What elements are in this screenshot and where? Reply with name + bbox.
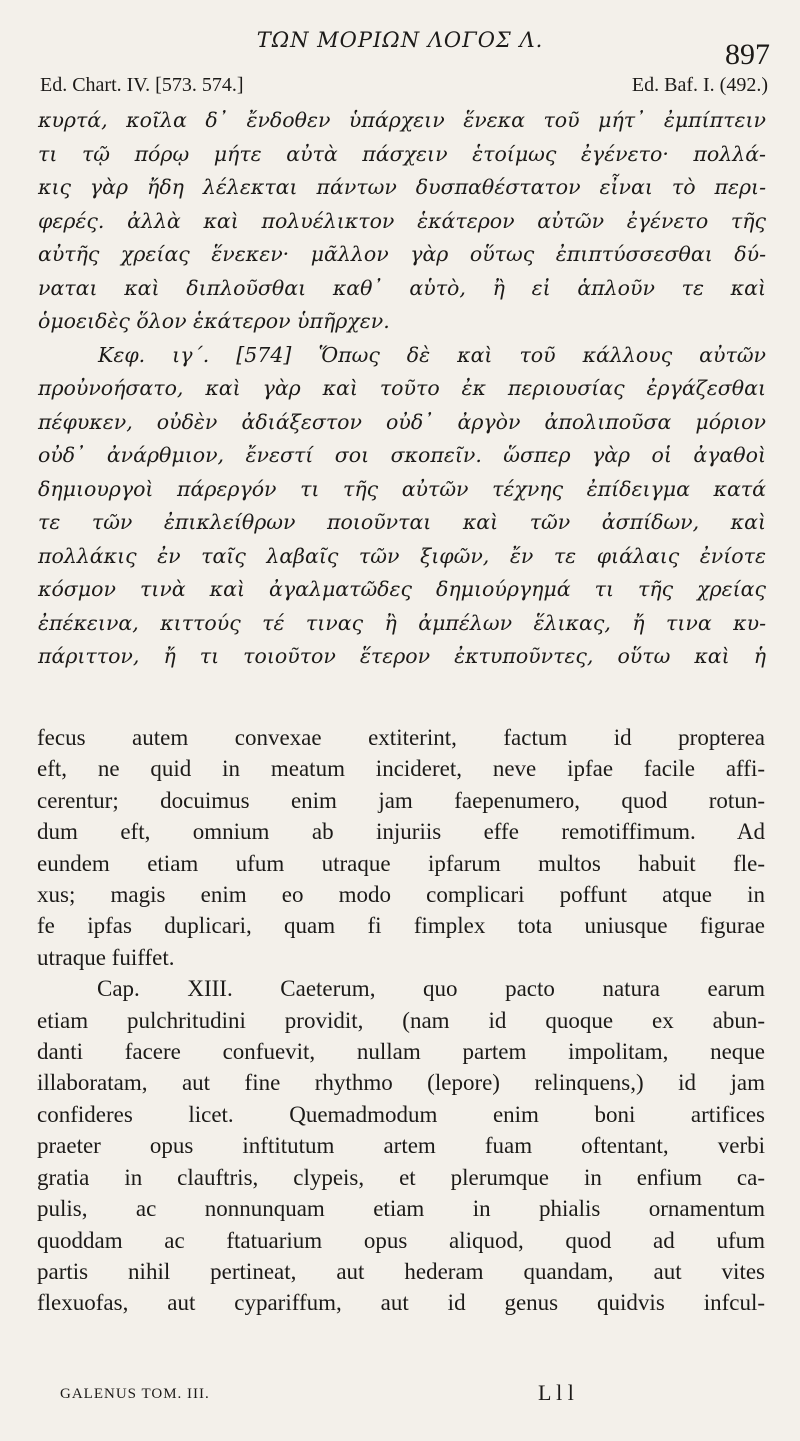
greek-line: φερές. ἀλλὰ καὶ πολυέλικτον ἑκάτερον αὐτῶν ἐγένετο τῆς xyxy=(38,208,766,233)
latin-line: etiam pulchritudini providit, (nam id quoque ex abun- xyxy=(37,1007,765,1033)
latin-line: partis nihil pertineat, aut hederam quandam, aut vites xyxy=(37,1258,765,1284)
latin-line: cerentur; docuimus enim jam faepenumero, quod rotun- xyxy=(37,787,765,813)
latin-line: praeter opus inftitutum artem fuam oftentant, verbi xyxy=(37,1133,765,1159)
latin-line: confideres licet. Quemadmodum enim boni artifices xyxy=(37,1101,765,1127)
greek-line: κόσμον τινὰ καὶ ἀγαλματῶδες δημιούργημά τι τῆς χρείας xyxy=(38,577,766,601)
greek-chapter-heading-line: Κεφ. ιγ΄. [574] Ὅπως δὲ καὶ τοῦ κάλλους αὐτῶν xyxy=(98,342,766,367)
running-head: ΤΩΝ ΜΟΡΙΩΝ ΛΟΓΟΣ Λ. xyxy=(256,28,544,52)
edition-basel-reference: Ed. Baf. I. (492.) xyxy=(631,74,768,96)
latin-line: illaboratam, aut fine rhythmo (lepore) relinquens,) id jam xyxy=(37,1070,765,1096)
latin-line: gratia in clauftris, clypeis, et plerumque in enfium ca- xyxy=(37,1164,765,1190)
greek-line: ὁμοειδὲς ὅλον ἑκάτερον ὑπῆρχεν. xyxy=(38,309,390,333)
greek-line: ναται καὶ διπλοῦσθαι καθ᾽ αὑτὸ, ἢ εἰ ἁπλοῦν τε καὶ xyxy=(38,275,766,300)
greek-line: τε τῶν ἐπικλείθρων ποιοῦνται καὶ τῶν ἀσπίδων, καὶ xyxy=(38,510,766,534)
greek-line: πάριττον, ἤ τι τοιοῦτον ἕτερον ἐκτυποῦντες, οὕτω καὶ ἡ xyxy=(38,644,766,668)
greek-line: δημιουργοὶ πάρεργόν τι τῆς αὐτῶν τέχνης ἐπίδειγμα κατά xyxy=(38,476,766,501)
latin-text-block xyxy=(37,722,765,1319)
greek-line: κυρτά, κοῖλα δ᾽ ἔνδοθεν ὑπάρχειν ἕνεκα τοῦ μήτ᾽ ἐμπίπτειν xyxy=(38,108,766,132)
greek-line: κις γὰρ ἤδη λέλεκται πάντων δυσπαθέστατον εἶναι τὸ περι- xyxy=(38,175,766,199)
latin-line: eundem etiam ufum utraque ipfarum multos habuit fle- xyxy=(37,850,765,876)
latin-line: pulis, ac nonnunquam etiam in phialis ornamentum xyxy=(37,1196,765,1222)
greek-line: αὐτῆς χρείας ἕνεκεν· μᾶλλον γὰρ οὕτως ἐπιπτύσσεσθαι δύ- xyxy=(38,242,766,266)
edition-chart-reference: Ed. Chart. IV. [573. 574.] xyxy=(40,74,244,96)
page-number: 897 xyxy=(725,38,770,71)
latin-line: dum eft, omnium ab injuriis effe remotiffimum. Ad xyxy=(37,819,765,845)
latin-chapter-heading-line: Cap. XIII. Caeterum, quo pacto natura earum xyxy=(97,976,765,1002)
latin-line: fe ipfas duplicari, quam fi fimplex tota uniusque figurae xyxy=(37,913,765,939)
latin-line: utraque fuiffet. xyxy=(37,944,175,970)
latin-line: fecus autem convexae extiterint, factum id propterea xyxy=(37,725,765,750)
greek-line: πολλάκις ἐν ταῖς λαβαῖς τῶν ξιφῶν, ἔν τε φιάλαις ἐνίοτε xyxy=(38,543,766,568)
printer-signature: GALENUS TOM. III. xyxy=(60,1386,210,1402)
latin-line: flexuofas, aut cypariffum, aut id genus quidvis infcul- xyxy=(37,1290,765,1316)
latin-line: quoddam ac ftatuarium opus aliquod, quod ad ufum xyxy=(37,1227,765,1253)
latin-line: eft, ne quid in meatum incideret, neve ipfae facile affi- xyxy=(37,756,765,782)
gathering-mark: L l l xyxy=(538,1380,574,1405)
greek-line: οὐδ᾽ ἀνάρθμιον, ἔνεστί σοι σκοπεῖν. ὥσπερ γὰρ οἱ ἀγαθοὶ xyxy=(38,443,766,467)
greek-text-block xyxy=(38,104,766,674)
greek-line: ἐπέκεινα, κιττούς τέ τινας ἢ ἀμπέλων ἕλικας, ἤ τινα κυ- xyxy=(38,610,766,635)
greek-line: προὐνοήσατο, καὶ γὰρ καὶ τοῦτο ἐκ περιουσίας ἐργάζεσθαι xyxy=(38,376,766,400)
greek-line: τι τῷ πόρῳ μήτε αὐτὰ πάσχειν ἑτοίμως ἐγένετο· πολλά- xyxy=(38,141,766,166)
latin-line: xus; magis enim eo modo complicari poffunt atque in xyxy=(37,882,765,908)
greek-line: πέφυκεν, οὐδὲν ἀδιάξεστον οὐδ᾽ ἀργὸν ἀπολιποῦσα μόριον xyxy=(38,409,766,434)
latin-line: danti facere confuevit, nullam partem impolitam, neque xyxy=(37,1039,765,1065)
